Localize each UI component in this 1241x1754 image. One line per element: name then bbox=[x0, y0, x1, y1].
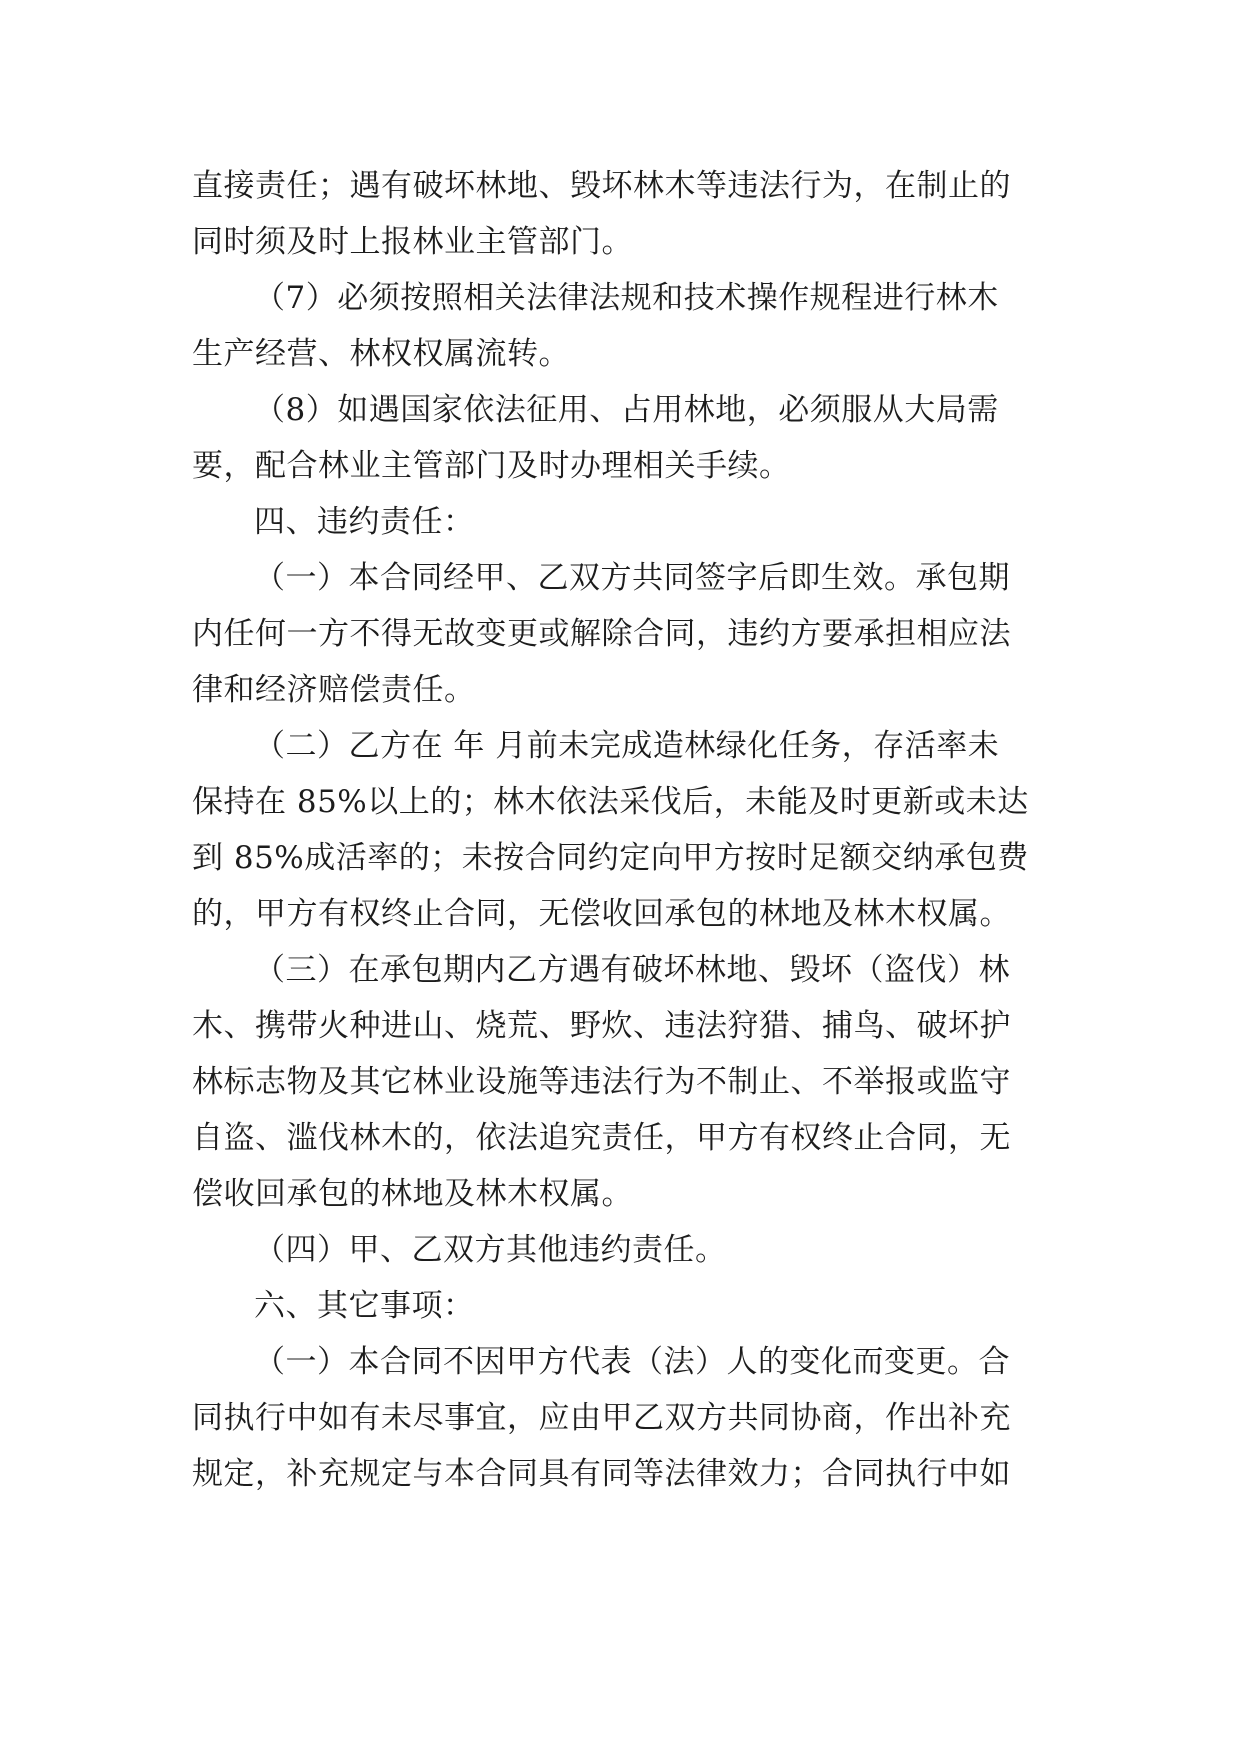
text-line: 偿收回承包的林地及林木权属。 bbox=[192, 1176, 633, 1212]
text-line: 到 85%成活率的；未按合同约定向甲方按时足额交纳承包费 bbox=[192, 840, 1029, 876]
text-line: 林标志物及其它林业设施等违法行为不制止、不举报或监守 bbox=[192, 1064, 1011, 1100]
text-line: （三）在承包期内乙方遇有破坏林地、毁坏（盗伐）林 bbox=[254, 952, 1010, 988]
text-line: 律和经济赔偿责任。 bbox=[192, 672, 476, 708]
text-line: 同时须及时上报林业主管部门。 bbox=[192, 224, 633, 260]
text-line: 木、携带火种进山、烧荒、野炊、违法狩猎、捕鸟、破坏护 bbox=[192, 1008, 1011, 1044]
text-line: 的，甲方有权终止合同，无偿收回承包的林地及林木权属。 bbox=[192, 896, 1011, 932]
document-body bbox=[192, 158, 1062, 1502]
text-line: （一）本合同经甲、乙双方共同签字后即生效。承包期 bbox=[254, 560, 1010, 596]
section-heading: 四、违约责任： bbox=[254, 504, 475, 540]
text-line: 直接责任；遇有破坏林地、毁坏林木等违法行为，在制止的 bbox=[192, 168, 1011, 204]
text-line: 保持在 85%以上的；林木依法采伐后，未能及时更新或未达 bbox=[192, 784, 1029, 820]
text-line: 自盗、滥伐林木的，依法追究责任，甲方有权终止合同，无 bbox=[192, 1120, 1011, 1156]
text-line: 生产经营、林权权属流转。 bbox=[192, 336, 570, 372]
text-line: （7）必须按照相关法律法规和技术操作规程进行林木 bbox=[254, 280, 999, 316]
text-line: 规定，补充规定与本合同具有同等法律效力；合同执行中如 bbox=[192, 1456, 1011, 1492]
text-line: （二）乙方在 年 月前未完成造林绿化任务，存活率未 bbox=[254, 728, 1000, 764]
text-line: 要，配合林业主管部门及时办理相关手续。 bbox=[192, 448, 791, 484]
text-line: 内任何一方不得无故变更或解除合同，违约方要承担相应法 bbox=[192, 616, 1011, 652]
text-line: （8）如遇国家依法征用、占用林地，必须服从大局需 bbox=[254, 392, 999, 428]
text-line: 同执行中如有未尽事宜，应由甲乙双方共同协商，作出补充 bbox=[192, 1400, 1011, 1436]
section-heading: 六、其它事项： bbox=[254, 1288, 475, 1324]
text-line: （四）甲、乙双方其他违约责任。 bbox=[254, 1232, 727, 1268]
text-line: （一）本合同不因甲方代表（法）人的变化而变更。合 bbox=[254, 1344, 1010, 1380]
